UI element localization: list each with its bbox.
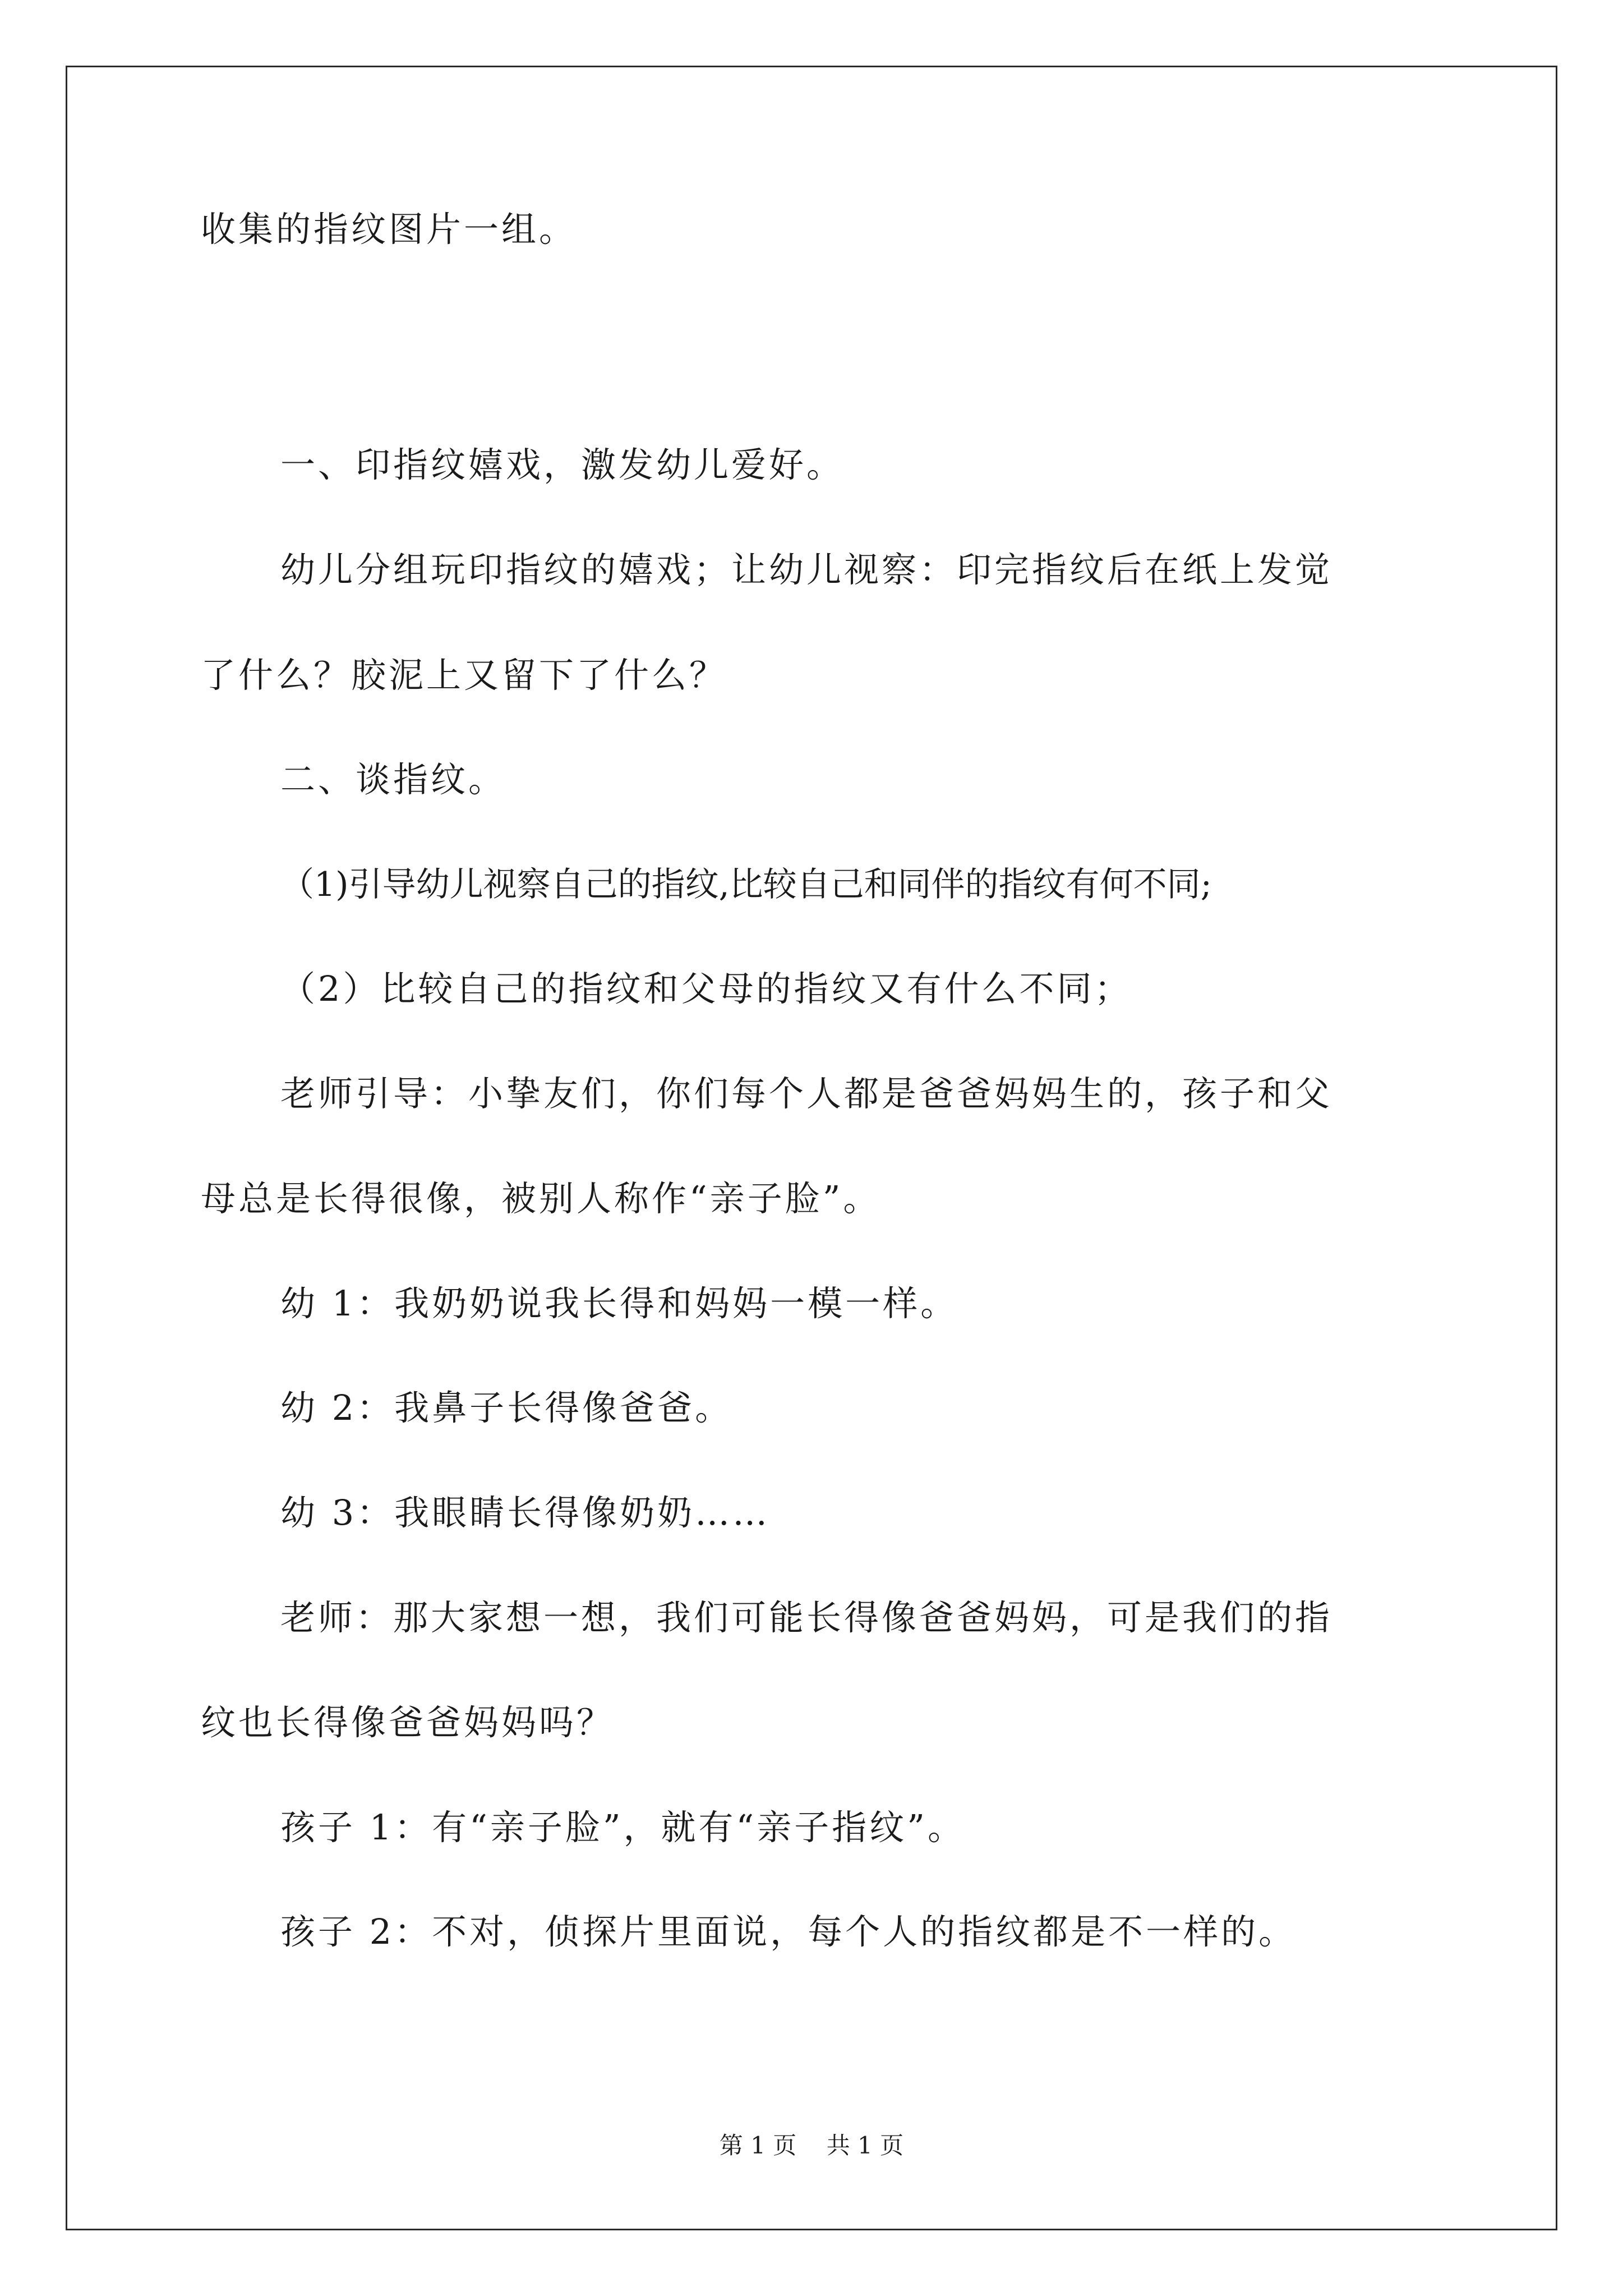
text-line-14: 纹也长得像爸爸妈妈吗？ [201, 1702, 615, 1743]
text-line-12: 幼 3：我眼睛长得像奶奶…… [280, 1492, 771, 1533]
text-line-7: （2）比较自己的指纹和父母的指纹又有什么不同； [280, 968, 1132, 1009]
text-line-11: 幼 2：我鼻子长得像爸爸。 [280, 1387, 733, 1428]
page-border [66, 66, 1557, 2230]
text-line-16: 孩子 2：不对，侦探片里面说，每个人的指纹都是不一样的。 [280, 1911, 1297, 1952]
text-line-9: 母总是长得很像，被别人称作“亲子脸”。 [201, 1178, 881, 1219]
text-line-5: 二、谈指纹。 [280, 759, 506, 800]
text-line-2: 一、印指纹嬉戏，激发幼儿爱好。 [280, 444, 845, 485]
text-line-13: 老师：那大家想一想，我们可能长得像爸爸妈妈，可是我们的指 [280, 1597, 1333, 1638]
text-line-6: （1)引导幼儿视察自己的指纹,比较自己和同伴的指纹有何不同; [280, 865, 1212, 904]
text-line-15: 孩子 1：有“亲子脸”，就有“亲子指纹”。 [280, 1807, 965, 1848]
text-line-4: 了什么？胶泥上又留下了什么？ [201, 655, 727, 696]
text-line-1: 收集的指纹图片一组。 [201, 209, 577, 250]
page-footer: 第 1 页 共 1 页 [719, 2132, 904, 2159]
text-line-10: 幼 1：我奶奶说我长得和妈妈一模一样。 [280, 1283, 958, 1324]
text-line-3: 幼儿分组玩印指纹的嬉戏；让幼儿视察：印完指纹后在纸上发觉 [280, 549, 1333, 590]
text-line-8: 老师引导：小挚友们，你们每个人都是爸爸妈妈生的，孩子和父 [280, 1073, 1333, 1114]
